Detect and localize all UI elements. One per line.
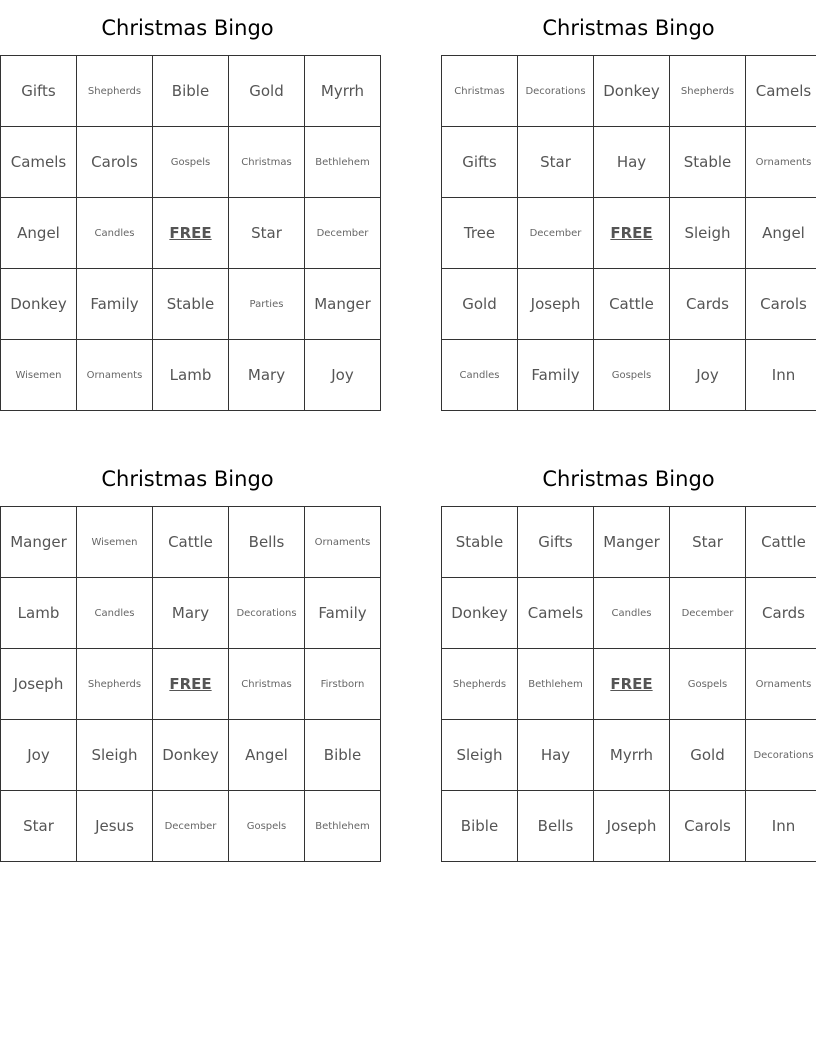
bingo-row xyxy=(1,578,381,649)
bingo-cell: Joseph xyxy=(518,269,594,340)
bingo-cell: Joy xyxy=(670,340,746,411)
bingo-cell: Carols xyxy=(670,791,746,862)
bingo-cell: Gifts xyxy=(1,56,77,127)
bingo-cell: Christmas xyxy=(229,127,305,198)
bingo-row xyxy=(1,720,381,791)
bingo-row xyxy=(442,198,816,269)
bingo-grid xyxy=(441,506,816,862)
bingo-cell: Candles xyxy=(77,198,153,269)
bingo-cell: Jesus xyxy=(77,791,153,862)
bingo-cell: Candles xyxy=(442,340,518,411)
bingo-cell: Wisemen xyxy=(77,507,153,578)
bingo-cell: Gospels xyxy=(594,340,670,411)
bingo-cell: Joy xyxy=(305,340,381,411)
bingo-cell: Candles xyxy=(594,578,670,649)
bingo-card-title: Christmas Bingo xyxy=(101,467,274,491)
bingo-cell: Inn xyxy=(746,791,816,862)
bingo-cell: Camels xyxy=(746,56,816,127)
bingo-cell: Sleigh xyxy=(670,198,746,269)
bingo-cell: Bible xyxy=(442,791,518,862)
bingo-cell: Star xyxy=(670,507,746,578)
bingo-cell: December xyxy=(518,198,594,269)
bingo-row xyxy=(442,340,816,411)
bingo-cell: Firstborn xyxy=(305,649,381,720)
bingo-cell: Gifts xyxy=(518,507,594,578)
bingo-card-title: Christmas Bingo xyxy=(101,16,274,40)
bingo-cell: December xyxy=(670,578,746,649)
bingo-cell: Manger xyxy=(1,507,77,578)
bingo-cell: Bible xyxy=(305,720,381,791)
free-space: FREE xyxy=(153,649,229,720)
bingo-cell: Manger xyxy=(305,269,381,340)
bingo-grid xyxy=(441,55,816,411)
bingo-card-2 xyxy=(441,0,816,411)
bingo-cell: Stable xyxy=(442,507,518,578)
bingo-card-1 xyxy=(0,0,375,411)
bingo-cell: Candles xyxy=(77,578,153,649)
bingo-cell: Sleigh xyxy=(77,720,153,791)
bingo-cell: Ornaments xyxy=(305,507,381,578)
bingo-cell: Angel xyxy=(229,720,305,791)
bingo-row xyxy=(442,127,816,198)
bingo-cell: Bethlehem xyxy=(518,649,594,720)
bingo-card-title: Christmas Bingo xyxy=(542,16,715,40)
bingo-cell: Decorations xyxy=(518,56,594,127)
bingo-cell: Joy xyxy=(1,720,77,791)
bingo-cell: Inn xyxy=(746,340,816,411)
bingo-cell: Parties xyxy=(229,269,305,340)
bingo-cell: Ornaments xyxy=(746,127,816,198)
bingo-cell: Lamb xyxy=(153,340,229,411)
bingo-cell: Bethlehem xyxy=(305,791,381,862)
bingo-cell: Joseph xyxy=(594,791,670,862)
bingo-cell: Bells xyxy=(518,791,594,862)
bingo-cell: December xyxy=(305,198,381,269)
bingo-cell: Manger xyxy=(594,507,670,578)
bingo-cell: Tree xyxy=(442,198,518,269)
bingo-cell: Angel xyxy=(1,198,77,269)
bingo-cell: Ornaments xyxy=(77,340,153,411)
bingo-cell: Camels xyxy=(1,127,77,198)
bingo-cell: Camels xyxy=(518,578,594,649)
bingo-cell: Shepherds xyxy=(77,649,153,720)
bingo-cell: Sleigh xyxy=(442,720,518,791)
bingo-cell: Hay xyxy=(518,720,594,791)
bingo-row xyxy=(442,56,816,127)
bingo-cell: Star xyxy=(518,127,594,198)
bingo-cell: Joseph xyxy=(1,649,77,720)
bingo-cell: Family xyxy=(305,578,381,649)
bingo-row xyxy=(1,507,381,578)
free-space: FREE xyxy=(594,198,670,269)
bingo-cell: Myrrh xyxy=(305,56,381,127)
bingo-cell: Star xyxy=(229,198,305,269)
bingo-row xyxy=(1,269,381,340)
bingo-cell: Angel xyxy=(746,198,816,269)
bingo-cell: Donkey xyxy=(1,269,77,340)
bingo-grid xyxy=(0,55,381,411)
bingo-card-title: Christmas Bingo xyxy=(542,467,715,491)
bingo-cell: Bethlehem xyxy=(305,127,381,198)
bingo-cell: Gold xyxy=(670,720,746,791)
bingo-cell: Carols xyxy=(77,127,153,198)
bingo-cell: Donkey xyxy=(442,578,518,649)
bingo-cell: Wisemen xyxy=(1,340,77,411)
bingo-grid xyxy=(0,506,381,862)
bingo-cell: Christmas xyxy=(229,649,305,720)
bingo-row xyxy=(1,56,381,127)
bingo-cell: Cattle xyxy=(594,269,670,340)
bingo-row xyxy=(1,649,381,720)
free-space: FREE xyxy=(594,649,670,720)
bingo-cell: Star xyxy=(1,791,77,862)
bingo-cell: Gold xyxy=(442,269,518,340)
bingo-row xyxy=(1,791,381,862)
bingo-cell: Ornaments xyxy=(746,649,816,720)
bingo-cell: Cattle xyxy=(153,507,229,578)
bingo-cell: Gospels xyxy=(670,649,746,720)
bingo-cell: Hay xyxy=(594,127,670,198)
bingo-cell: Gold xyxy=(229,56,305,127)
bingo-cell: Family xyxy=(518,340,594,411)
bingo-row xyxy=(442,791,816,862)
bingo-cell: Gifts xyxy=(442,127,518,198)
bingo-cell: Gospels xyxy=(153,127,229,198)
bingo-row xyxy=(442,507,816,578)
bingo-row xyxy=(442,578,816,649)
bingo-cell: Decorations xyxy=(746,720,816,791)
bingo-cell: Shepherds xyxy=(670,56,746,127)
bingo-row xyxy=(442,720,816,791)
bingo-cell: Stable xyxy=(153,269,229,340)
bingo-cell: Mary xyxy=(153,578,229,649)
bingo-cell: Shepherds xyxy=(77,56,153,127)
bingo-row xyxy=(1,127,381,198)
bingo-cell: Lamb xyxy=(1,578,77,649)
bingo-cell: December xyxy=(153,791,229,862)
bingo-cell: Cards xyxy=(746,578,816,649)
bingo-row xyxy=(442,269,816,340)
bingo-cell: Family xyxy=(77,269,153,340)
bingo-cell: Bells xyxy=(229,507,305,578)
free-space: FREE xyxy=(153,198,229,269)
bingo-cell: Bible xyxy=(153,56,229,127)
bingo-cell: Mary xyxy=(229,340,305,411)
bingo-cell: Shepherds xyxy=(442,649,518,720)
bingo-row xyxy=(442,649,816,720)
bingo-cell: Stable xyxy=(670,127,746,198)
bingo-cell: Cattle xyxy=(746,507,816,578)
bingo-cell: Donkey xyxy=(153,720,229,791)
bingo-row xyxy=(1,198,381,269)
bingo-card-4 xyxy=(441,451,816,862)
bingo-cell: Christmas xyxy=(442,56,518,127)
bingo-cell: Carols xyxy=(746,269,816,340)
bingo-cell: Decorations xyxy=(229,578,305,649)
bingo-cell: Donkey xyxy=(594,56,670,127)
bingo-card-3 xyxy=(0,451,375,862)
bingo-row xyxy=(1,340,381,411)
bingo-cell: Myrrh xyxy=(594,720,670,791)
bingo-cell: Cards xyxy=(670,269,746,340)
bingo-cell: Gospels xyxy=(229,791,305,862)
